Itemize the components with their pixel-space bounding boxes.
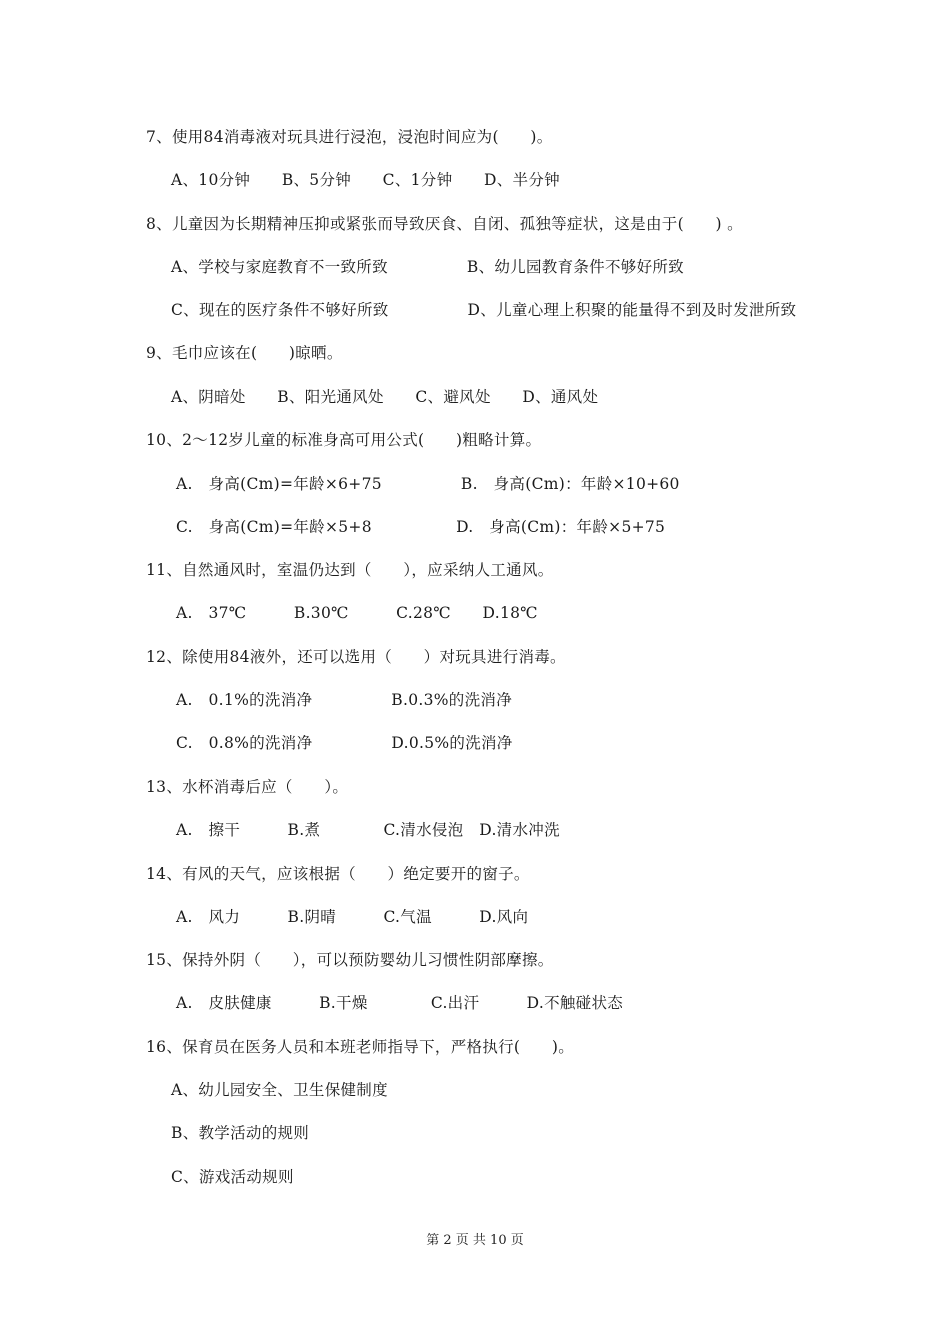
question-10-stem: 10、2～12岁儿童的标准身高可用公式( )粗略计算。	[146, 431, 542, 449]
question-14-stem: 14、有风的天气，应该根据（ ）绝定要开的窗子。	[146, 865, 530, 883]
question-13-stem: 13、水杯消毒后应（ ）。	[146, 778, 349, 796]
question-12-stem: 12、除使用84液外，还可以选用（ ）对玩具进行消毒。	[146, 648, 566, 666]
question-13-options: A. 擦干 B.煮 C.清水侵泡 D.清水冲洗	[176, 821, 560, 839]
question-12-options-row-1: A. 0.1%的洗消净 B.0.3%的洗消净	[176, 691, 512, 709]
question-15-stem: 15、保持外阴（ ），可以预防婴幼儿习惯性阴部摩擦。	[146, 951, 554, 969]
question-15-options: A. 皮肤健康 B.干燥 C.出汗 D.不触碰状态	[176, 994, 624, 1012]
question-8-options-row-1: A、学校与家庭教育不一致所致 B、幼儿园教育条件不够好所致	[171, 258, 684, 276]
question-9-stem: 9、毛巾应该在( )晾晒。	[146, 344, 343, 362]
question-16-option-c: C、游戏活动规则	[171, 1168, 294, 1186]
question-16-option-a: A、幼儿园安全、卫生保健制度	[171, 1081, 388, 1099]
question-7-options: A、10分钟 B、5分钟 C、1分钟 D、半分钟	[171, 171, 560, 189]
page-footer: 第 2 页 共 10 页	[426, 1233, 524, 1248]
question-12-options-row-2: C. 0.8%的洗消净 D.0.5%的洗消净	[176, 734, 513, 752]
question-9-options: A、阴暗处 B、阳光通风处 C、避风处 D、通风处	[171, 388, 599, 406]
question-11-stem: 11、自然通风时，室温仍达到（ ），应采纳人工通风。	[146, 561, 554, 579]
question-10-options-row-1: A. 身高(Cm)=年龄×6+75 B. 身高(Cm)：年龄×10+60	[176, 475, 680, 493]
question-8-options-row-2: C、现在的医疗条件不够好所致 D、儿童心理上积聚的能量得不到及时发泄所致	[171, 301, 797, 319]
question-14-options: A. 风力 B.阴晴 C.气温 D.风向	[176, 908, 529, 926]
question-10-options-row-2: C. 身高(Cm)=年龄×5+8 D. 身高(Cm)：年龄×5+75	[176, 518, 666, 536]
question-8-stem: 8、儿童因为长期精神压抑或紧张而导致厌食、自闭、孤独等症状，这是由于( ) 。	[146, 215, 743, 233]
question-16-option-b: B、教学活动的规则	[171, 1124, 310, 1142]
question-16-stem: 16、保育员在医务人员和本班老师指导下，严格执行( )。	[146, 1038, 575, 1056]
question-7-stem: 7、使用84消毒液对玩具进行浸泡，浸泡时间应为( )。	[146, 128, 553, 146]
question-11-options: A. 37℃ B.30℃ C.28℃ D.18℃	[176, 604, 538, 622]
